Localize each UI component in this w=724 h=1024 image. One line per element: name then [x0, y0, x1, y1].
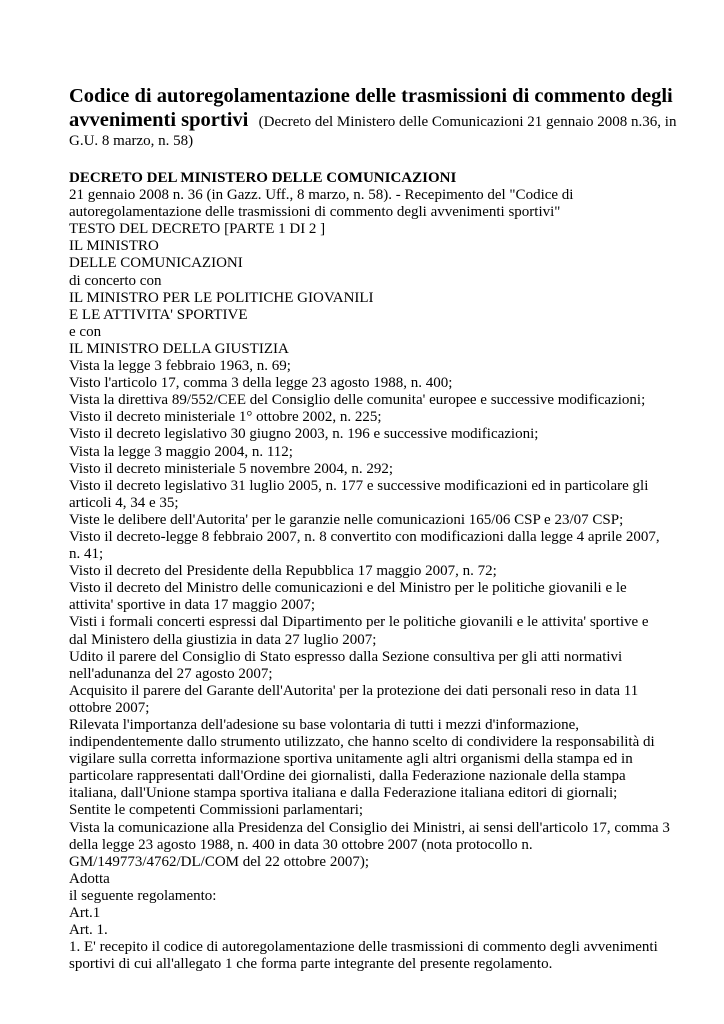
body-line: nell'adunanza del 27 agosto 2007;	[69, 665, 273, 682]
body-line: ottobre 2007;	[69, 699, 150, 716]
body-line: Vista la legge 3 febbraio 1963, n. 69;	[69, 358, 291, 375]
decree-reference-line-2: G.U. 8 marzo, n. 58)	[69, 133, 194, 149]
body-line: Visti i formali concerti espressi dal Dipartimento per le politiche giovanili e le attivita' sportive e	[69, 614, 649, 631]
body-line: sportivi di cui all'allegato 1 che forma parte integrante del presente regolamento.	[69, 956, 553, 973]
body-line: Viste le delibere dell'Autorita' per le garanzie nelle comunicazioni 165/06 CSP e 23/07 CSP;	[69, 511, 624, 528]
body-line: Adotta	[69, 870, 110, 887]
body-line: Art.1	[69, 905, 101, 922]
body-line: Udito il parere del Consiglio di Stato espresso dalla Sezione consultiva per gli atti normativi	[69, 648, 623, 665]
body-line: DELLE COMUNICAZIONI	[69, 255, 243, 272]
body-line: vigilare sulla corretta informazione sportiva unitamente agli altri organismi della stampa ed in	[69, 751, 633, 768]
body-line: Art. 1.	[69, 922, 108, 939]
body-line: Rilevata l'importanza dell'adesione su base volontaria di tutti i mezzi d'informazione,	[69, 717, 580, 733]
body-line: 21 gennaio 2008 n. 36 (in Gazz. Uff., 8 marzo, n. 58). - Recepimento del "Codice di	[69, 187, 574, 204]
body-line: Visto il decreto legislativo 31 luglio 2005, n. 177 e successive modificazioni ed in particolare gli	[69, 477, 649, 494]
body-line: Visto il decreto del Presidente della Repubblica 17 maggio 2007, n. 72;	[69, 563, 497, 580]
document-body	[69, 170, 709, 973]
body-line: articoli 4, 34 e 35;	[69, 494, 179, 511]
body-line: autoregolamentazione delle trasmissioni di commento degli avvenimenti sportivi"	[69, 204, 561, 221]
body-line: n. 41;	[69, 546, 104, 563]
body-line: 1. E' recepito il codice di autoregolamentazione delle trasmissioni di commento degli avvenimenti	[69, 939, 658, 956]
body-line: Visto l'articolo 17, comma 3 della legge 23 agosto 1988, n. 400;	[69, 375, 453, 392]
body-line: GM/149773/4762/DL/COM del 22 ottobre 2007);	[69, 853, 369, 870]
document-title	[69, 84, 709, 132]
body-line: indipendentemente dallo strumento utilizzato, che hanno scelto di condividere la responsabilità di	[69, 734, 655, 751]
body-line: Acquisito il parere del Garante dell'Autorita' per la protezione dei dati personali reso in data 11	[69, 682, 639, 699]
body-line: italiana, dall'Unione stampa sportiva italiana e dalla Federazione italiana editori di giornali;	[69, 785, 618, 802]
body-line: Vista la legge 3 maggio 2004, n. 112;	[69, 443, 293, 460]
document-page	[69, 84, 709, 973]
body-line: e con	[69, 323, 102, 340]
body-line: dal Ministero della giustizia in data 27 luglio 2007;	[69, 631, 377, 648]
body-line: di concerto con	[69, 272, 162, 289]
body-line: Visto il decreto-legge 8 febbraio 2007, n. 8 convertito con modificazioni dalla legge 4 aprile 2007,	[69, 528, 660, 545]
decree-reference-line-1: (Decreto del Ministero delle Comunicazioni 21 gennaio 2008 n.36, in	[258, 114, 677, 130]
body-line: particolare rappresentati dall'Ordine dei giornalisti, dalla Federazione nazionale della stampa	[69, 768, 626, 785]
body-line: E LE ATTIVITA' SPORTIVE	[69, 306, 248, 323]
body-line: Visto il decreto legislativo 30 giugno 2003, n. 196 e successive modificazioni;	[69, 426, 539, 443]
body-line: Vista la direttiva 89/552/CEE del Consiglio delle comunita' europee e successive modificazioni;	[69, 392, 646, 409]
body-line: Sentite le competenti Commissioni parlamentari;	[69, 802, 364, 819]
body-line: il seguente regolamento:	[69, 887, 217, 904]
body-line: Visto il decreto ministeriale 5 novembre 2004, n. 292;	[69, 460, 394, 477]
body-line: Visto il decreto del Ministro delle comunicazioni e del Ministro per le politiche giovanili e le	[69, 580, 627, 597]
decree-heading: DECRETO DEL MINISTERO DELLE COMUNICAZIONI	[69, 170, 457, 186]
body-line: Vista la comunicazione alla Presidenza del Consiglio dei Ministri, ai sensi dell'articolo 17, comma 3	[69, 819, 670, 836]
body-line: IL MINISTRO PER LE POLITICHE GIOVANILI	[69, 289, 374, 306]
title-line-1: Codice di autoregolamentazione delle trasmissioni di commento degli	[69, 85, 673, 107]
title-line-2: avvenimenti sportivi	[69, 109, 249, 131]
body-line: TESTO DEL DECRETO [PARTE 1 DI 2 ]	[69, 221, 326, 238]
body-line: attivita' sportive in data 17 maggio 2007;	[69, 597, 315, 614]
body-line: Visto il decreto ministeriale 1° ottobre 2002, n. 225;	[69, 409, 382, 426]
body-line: IL MINISTRO	[69, 238, 159, 255]
body-line: della legge 23 agosto 1988, n. 400 in data 30 ottobre 2007 (nota protocollo n.	[69, 836, 533, 853]
body-line: IL MINISTRO DELLA GIUSTIZIA	[69, 340, 289, 357]
